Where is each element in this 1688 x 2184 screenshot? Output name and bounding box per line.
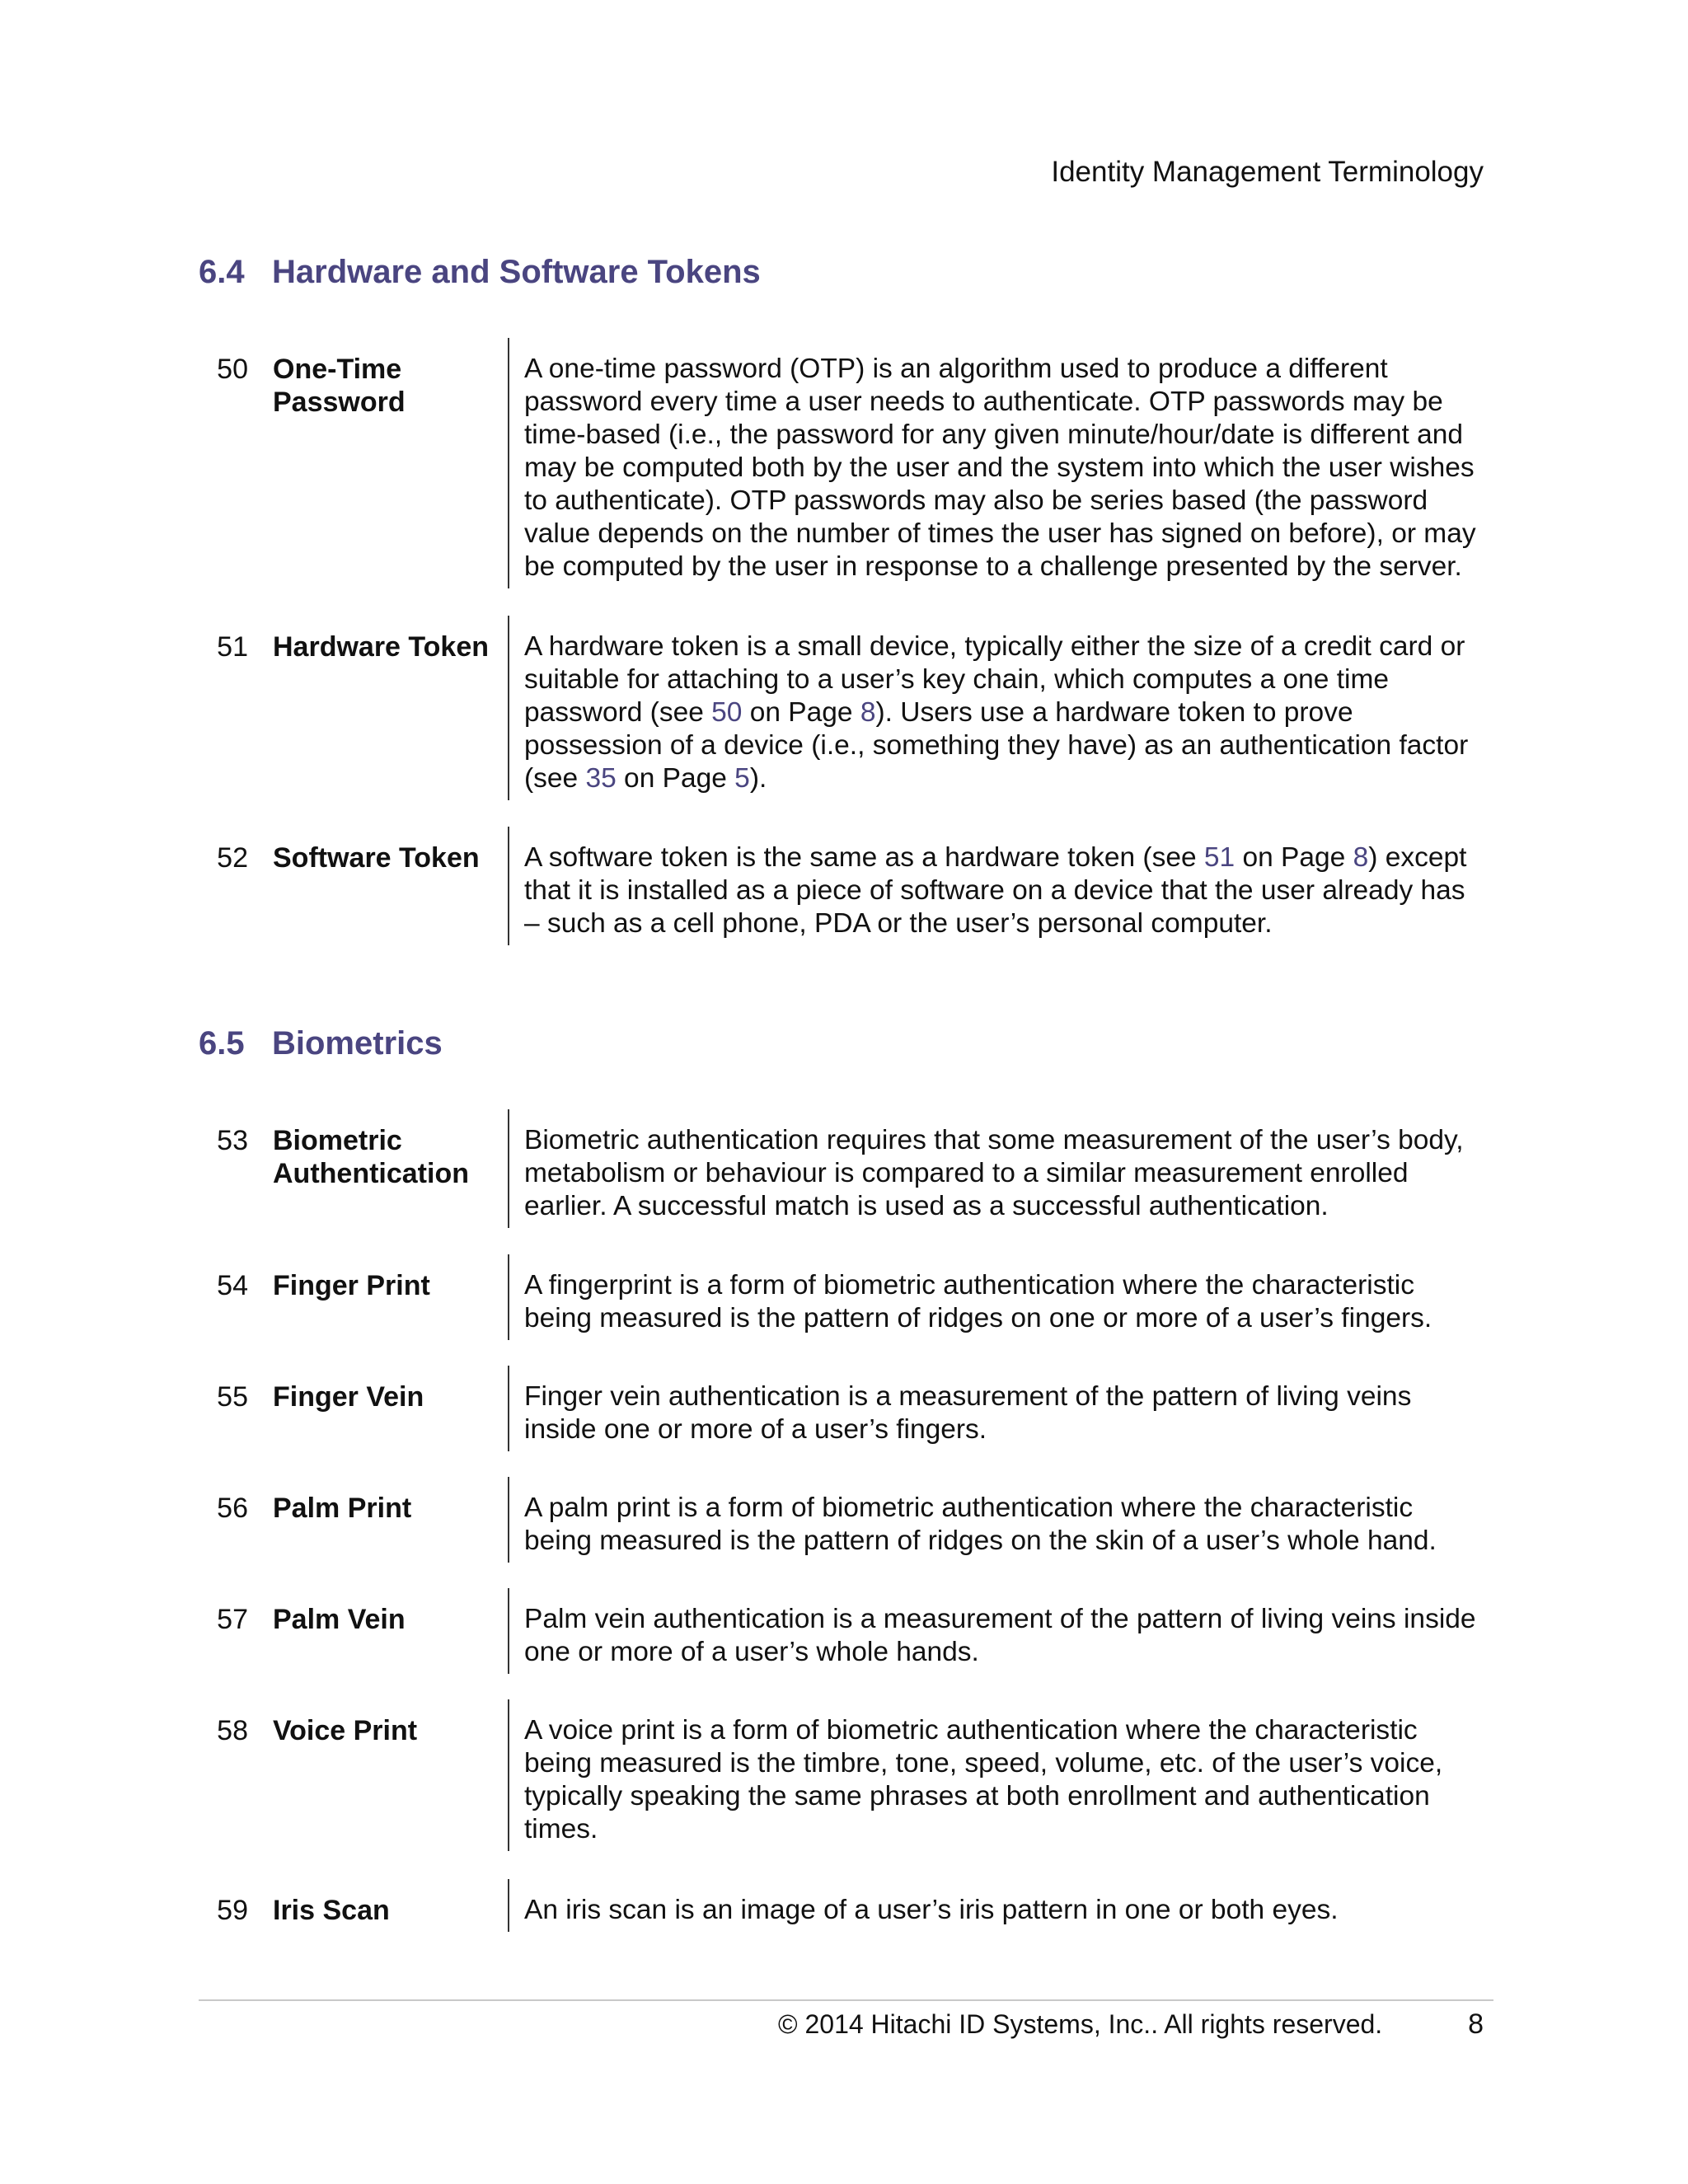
entry-number: 56 — [217, 1493, 248, 1524]
entry-definition — [508, 1588, 1501, 1674]
entry-definition — [508, 1879, 1501, 1932]
definition-line: – such as a cell phone, PDA or the user’s personal computer. — [524, 908, 1273, 939]
entry-definition — [508, 1254, 1501, 1340]
text-run: ). — [749, 763, 767, 794]
term-line: Palm Vein — [273, 1604, 406, 1635]
definition-line: Biometric authentication requires that some measurement of the user’s body, — [524, 1125, 1464, 1155]
page-cross-reference-link[interactable]: 8 — [860, 697, 876, 728]
definition-line: being measured is the pattern of ridges on one or more of a user’s fingers. — [524, 1303, 1432, 1333]
entry-definition — [508, 616, 1501, 800]
entry-definition — [508, 1109, 1501, 1228]
text-run: on Page — [742, 697, 860, 728]
definition-line: A fingerprint is a form of biometric authentication where the characteristic — [524, 1270, 1414, 1301]
definition-line: time-based (i.e., the password for any given minute/hour/date is different and — [524, 419, 1464, 450]
definition-line: Finger vein authentication is a measurement of the pattern of living veins — [524, 1381, 1412, 1412]
entry-number: 59 — [217, 1895, 248, 1926]
entry-definition — [508, 827, 1501, 945]
entry-number: 54 — [217, 1270, 248, 1301]
page-cross-reference-link[interactable]: 5 — [734, 763, 750, 794]
text-run: A software token is the same as a hardware token (see — [524, 842, 1204, 873]
term-line: One-Time — [273, 354, 402, 385]
term-line: Palm Print — [273, 1493, 412, 1524]
term-line: Iris Scan — [273, 1895, 390, 1926]
definition-line: password every time a user needs to authenticate. OTP passwords may be — [524, 387, 1443, 417]
entry-number: 58 — [217, 1715, 248, 1746]
section-number: 6.4 — [199, 254, 245, 290]
definition-line: Palm vein authentication is a measurement of the pattern of living veins inside — [524, 1604, 1476, 1634]
term-line: Hardware Token — [273, 631, 490, 663]
section-title: Biometrics — [272, 1025, 443, 1062]
term-line: Authentication — [273, 1158, 469, 1189]
definition-line: be computed by the user in response to a challenge presented by the server. — [524, 551, 1462, 582]
entry-cross-reference-link[interactable]: 51 — [1203, 842, 1236, 873]
entry-number: 53 — [217, 1125, 248, 1156]
entry-number: 51 — [217, 631, 248, 663]
definition-line: being measured is the timbre, tone, speed, volume, etc. of the user’s voice, — [524, 1748, 1443, 1779]
definition-line: that it is installed as a piece of software on a device that the user already has — [524, 875, 1465, 906]
definition-line: possession of a device (i.e., something they have) as an authentication factor — [524, 730, 1469, 761]
entry-term — [273, 630, 495, 663]
term-line: Biometric — [273, 1125, 402, 1156]
section-number: 6.5 — [199, 1025, 245, 1062]
definition-line: A voice print is a form of biometric authentication where the characteristic — [524, 1715, 1418, 1746]
entry-definition — [508, 1366, 1501, 1451]
footer-divider — [199, 1999, 1493, 2001]
footer-page-number: 8 — [1468, 2008, 1484, 2040]
term-line: Finger Print — [273, 1270, 430, 1301]
entry-cross-reference-link[interactable]: 35 — [585, 763, 617, 794]
definition-line: earlier. A successful match is used as a successful authentication. — [524, 1191, 1329, 1221]
term-line: Password — [273, 387, 406, 418]
definition-line — [524, 841, 1501, 874]
entry-number: 57 — [217, 1604, 248, 1635]
term-line: Software Token — [273, 842, 480, 874]
entry-term — [273, 1124, 495, 1190]
term-line: Finger Vein — [273, 1381, 424, 1413]
definition-line: metabolism or behaviour is compared to a similar measurement enrolled — [524, 1158, 1409, 1188]
definition-line: inside one or more of a user’s fingers. — [524, 1414, 987, 1445]
section-heading-6-4 — [199, 251, 761, 293]
definition-line — [524, 696, 1501, 729]
entry-term — [273, 1714, 495, 1747]
definition-line: value depends on the number of times the user has signed on before), or may — [524, 518, 1476, 549]
page-cross-reference-link[interactable]: 8 — [1353, 842, 1369, 873]
entry-number: 55 — [217, 1381, 248, 1413]
text-run: ) except — [1368, 842, 1467, 873]
term-line: Voice Print — [273, 1715, 418, 1746]
entry-term — [273, 1492, 495, 1525]
text-run: password (see — [524, 697, 712, 728]
entry-cross-reference-link[interactable]: 50 — [711, 697, 743, 728]
entry-term — [273, 841, 495, 874]
definition-line: suitable for attaching to a user’s key chain, which computes a one time — [524, 664, 1390, 695]
entry-definition — [508, 1699, 1501, 1851]
text-run: (see — [524, 763, 586, 794]
section-heading-6-5 — [199, 1022, 443, 1065]
entry-number: 50 — [217, 354, 248, 385]
definition-line: being measured is the pattern of ridges on the skin of a user’s whole hand. — [524, 1526, 1437, 1556]
section-title: Hardware and Software Tokens — [272, 254, 761, 290]
definition-line: to authenticate). OTP passwords may also be series based (the password — [524, 485, 1428, 516]
definition-line: A hardware token is a small device, typically either the size of a credit card or — [524, 631, 1465, 662]
entry-term — [273, 1269, 495, 1302]
definition-line: An iris scan is an image of a user’s iris pattern in one or both eyes. — [524, 1895, 1339, 1925]
text-run: on Page — [1235, 842, 1353, 873]
running-header: Identity Management Terminology — [1051, 156, 1484, 188]
definition-line: one or more of a user’s whole hands. — [524, 1637, 979, 1667]
entry-term — [273, 1603, 495, 1636]
definition-line: A palm print is a form of biometric authentication where the characteristic — [524, 1493, 1414, 1523]
entry-number: 52 — [217, 842, 248, 874]
text-run: on Page — [616, 763, 735, 794]
text-run: ). Users use a hardware token to prove — [875, 697, 1353, 728]
entry-term — [273, 1894, 495, 1927]
entry-definition — [508, 1477, 1501, 1563]
definition-line: times. — [524, 1814, 598, 1844]
entry-term — [273, 353, 495, 419]
definition-line: typically speaking the same phrases at both enrollment and authentication — [524, 1781, 1430, 1811]
footer-copyright: © 2014 Hitachi ID Systems, Inc.. All rights reserved. — [778, 2009, 1383, 2039]
definition-line: A one-time password (OTP) is an algorithm used to produce a different — [524, 354, 1388, 384]
definition-line: may be computed both by the user and the system into which the user wishes — [524, 452, 1475, 483]
definition-line — [524, 762, 1501, 795]
entry-term — [273, 1380, 495, 1413]
entry-definition — [508, 338, 1501, 588]
